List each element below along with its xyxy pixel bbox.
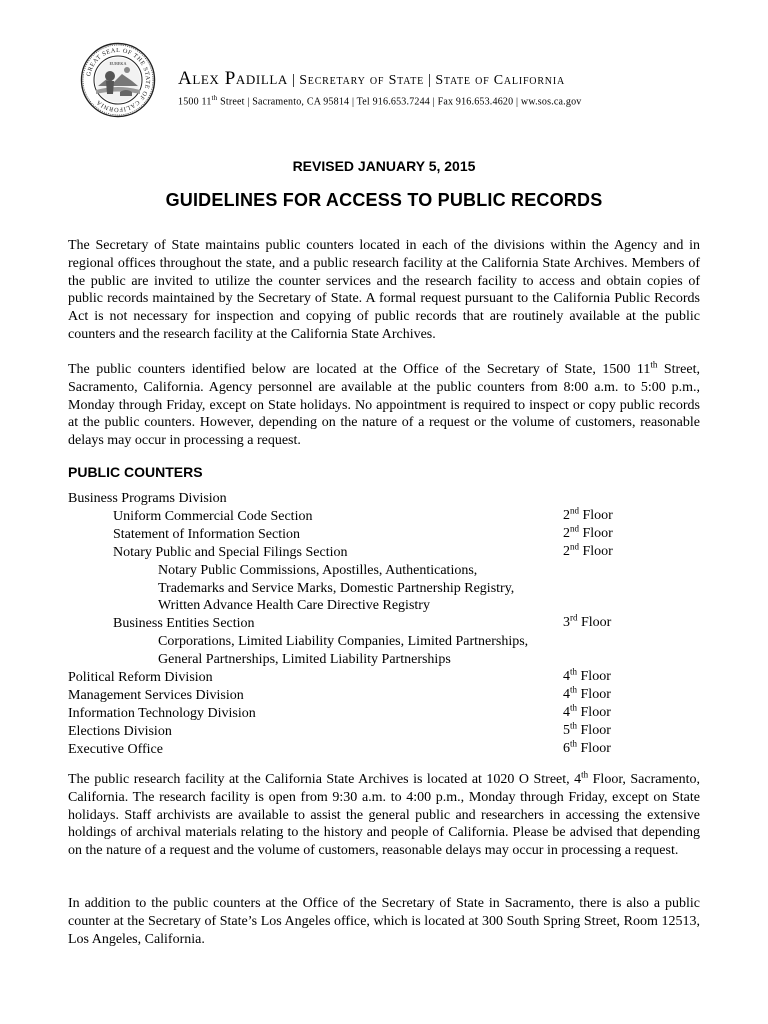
- floor-number: 2: [563, 507, 570, 523]
- floor-ordinal: rd: [570, 612, 578, 623]
- address-post: Street | Sacramento, CA 95814 | Tel 916.653.7244 | Fax 916.653.4620 | ww.sos.ca.gov: [217, 96, 582, 108]
- paragraph-text: Floor, Sacramento, California. The research facility is open from 9:30 a.m. to 4:00 p.m., Monday through Friday, except on State holidays. Staff archivists are available to assist the general public and researchers in accessing the extensive holdings of archival materials relating to the history and people of California. Please be advised that depending on the nature of a request and the volume of customers, reasonable delays may occur in processing a request.: [68, 772, 700, 859]
- counter-division: Elections Division: [68, 723, 172, 739]
- seal-ring-text: GREAT SEAL OF THE STATE OF CALIFORNIA: [85, 46, 152, 114]
- section-heading-public-counters: PUBLIC COUNTERS: [68, 464, 203, 480]
- letterhead-office: Secretary of State: [299, 73, 425, 88]
- revised-date: REVISED JANUARY 5, 2015: [292, 158, 476, 174]
- floor-word: Floor: [577, 704, 611, 720]
- floor-word: Floor: [577, 722, 611, 738]
- address-pre: 1500 11: [178, 96, 212, 108]
- page-title: GUIDELINES FOR ACCESS TO PUBLIC RECORDS: [165, 190, 603, 210]
- letterhead-name: Alex Padilla: [178, 68, 288, 89]
- counter-division: Executive Office: [68, 741, 163, 757]
- floor-word: Floor: [577, 615, 612, 631]
- floor-ordinal: nd: [570, 523, 579, 534]
- letterhead-separator: |: [291, 72, 296, 88]
- floor-ordinal: th: [570, 702, 578, 713]
- counter-division: Information Technology Division: [68, 705, 256, 721]
- floor-ordinal: th: [570, 720, 578, 731]
- counter-detail-line: General Partnerships, Limited Liability Partnerships: [158, 652, 451, 668]
- floor-ordinal: nd: [570, 505, 579, 516]
- superscript: th: [650, 359, 658, 370]
- seal-motto: EUREKA: [109, 61, 127, 66]
- floor-label: [563, 666, 611, 685]
- floor-label: [563, 541, 613, 560]
- floor-ordinal: th: [570, 737, 578, 748]
- counter-section: Business Entities Section: [113, 616, 255, 632]
- floor-label: [563, 720, 611, 739]
- letterhead-state: State of California: [435, 73, 565, 88]
- letterhead-separator-2: |: [428, 72, 432, 88]
- floor-number: 2: [563, 525, 570, 541]
- floor-label: [563, 612, 612, 631]
- floor-label: [563, 702, 611, 721]
- paragraph-text: Street, Sacramento, California. Agency personnel are available at the public counters from 8:00 a.m. to 5:00 p.m., Monday through Friday, except on State holidays. No appointment is required to inspect or copy public records at the public counters. However, depending on the nature of a request or the volume of customers, reasonable delays may occur in processing a request.: [68, 362, 701, 449]
- floor-word: Floor: [577, 669, 611, 684]
- address-sup: th: [211, 94, 218, 102]
- paragraph-text: The public counters identified below are located at the Office of the Secretary of State, 1500 11: [68, 362, 651, 377]
- floor-label: [563, 737, 611, 757]
- counter-section: Notary Public and Special Filings Section: [113, 544, 348, 560]
- state-seal-logo: [80, 42, 156, 118]
- counter-division: Business Programs Division: [68, 491, 227, 506]
- counter-detail-line: Trademarks and Service Marks, Domestic Partnership Registry,: [158, 580, 515, 596]
- counter-section: Uniform Commercial Code Section: [113, 508, 313, 524]
- counter-section: Statement of Information Section: [113, 526, 301, 542]
- floor-word: Floor: [579, 525, 613, 541]
- letterhead-title-line: [178, 68, 565, 90]
- counter-division: Management Services Division: [68, 687, 244, 703]
- floor-number: 5: [563, 722, 570, 738]
- counter-division: Political Reform Division: [68, 670, 213, 685]
- floor-label: [563, 523, 613, 542]
- floor-number: 4: [563, 669, 570, 684]
- counter-detail-line: Written Advance Health Care Directive Registry: [158, 598, 430, 614]
- floor-ordinal: th: [570, 666, 578, 677]
- floor-label: [563, 684, 611, 703]
- floor-word: Floor: [577, 740, 611, 756]
- floor-ordinal: th: [570, 684, 578, 695]
- paragraph-research-facility: [68, 771, 700, 860]
- letterhead-address: [178, 94, 581, 107]
- floor-ordinal: nd: [570, 541, 579, 552]
- floor-number: 3: [563, 615, 570, 631]
- superscript: th: [581, 769, 589, 780]
- paragraph-los-angeles-office: In addition to the public counters at the Office of the Secretary of State in Sacramento, there is also a public counter at the Secretary of State’s Los Angeles office, which is located at 300 South Spring Street, Room 12513, Los Angeles, California.: [68, 896, 700, 947]
- floor-number: 4: [563, 686, 570, 702]
- counter-detail-line: Corporations, Limited Liability Companies, Limited Partnerships,: [158, 634, 529, 650]
- floor-number: 2: [563, 543, 570, 559]
- paragraph-text: The public research facility at the California State Archives is located at 1020 O Street, 4: [68, 772, 582, 787]
- paragraph-counters-location: [68, 361, 700, 450]
- floor-number: 4: [563, 704, 570, 720]
- floor-label: [563, 505, 613, 524]
- floor-number: 6: [563, 740, 570, 756]
- counter-detail-line: Notary Public Commissions, Apostilles, Authentications,: [158, 562, 478, 578]
- floor-word: Floor: [577, 686, 611, 702]
- paragraph-intro: The Secretary of State maintains public counters located in each of the divisions within the Agency and in regional offices throughout the state, and a public research facility at the California State Archives. Members of the public are invited to utilize the counter services and the research facility to access and obtain copies of public records maintained by the Secretary of State. A formal request pursuant to the California Public Records Act is not necessary for inspection and copying of public records that are routinely available at the public counters and the research facility at the California State Archives.: [68, 238, 700, 342]
- floor-word: Floor: [579, 507, 613, 523]
- floor-word: Floor: [579, 543, 613, 559]
